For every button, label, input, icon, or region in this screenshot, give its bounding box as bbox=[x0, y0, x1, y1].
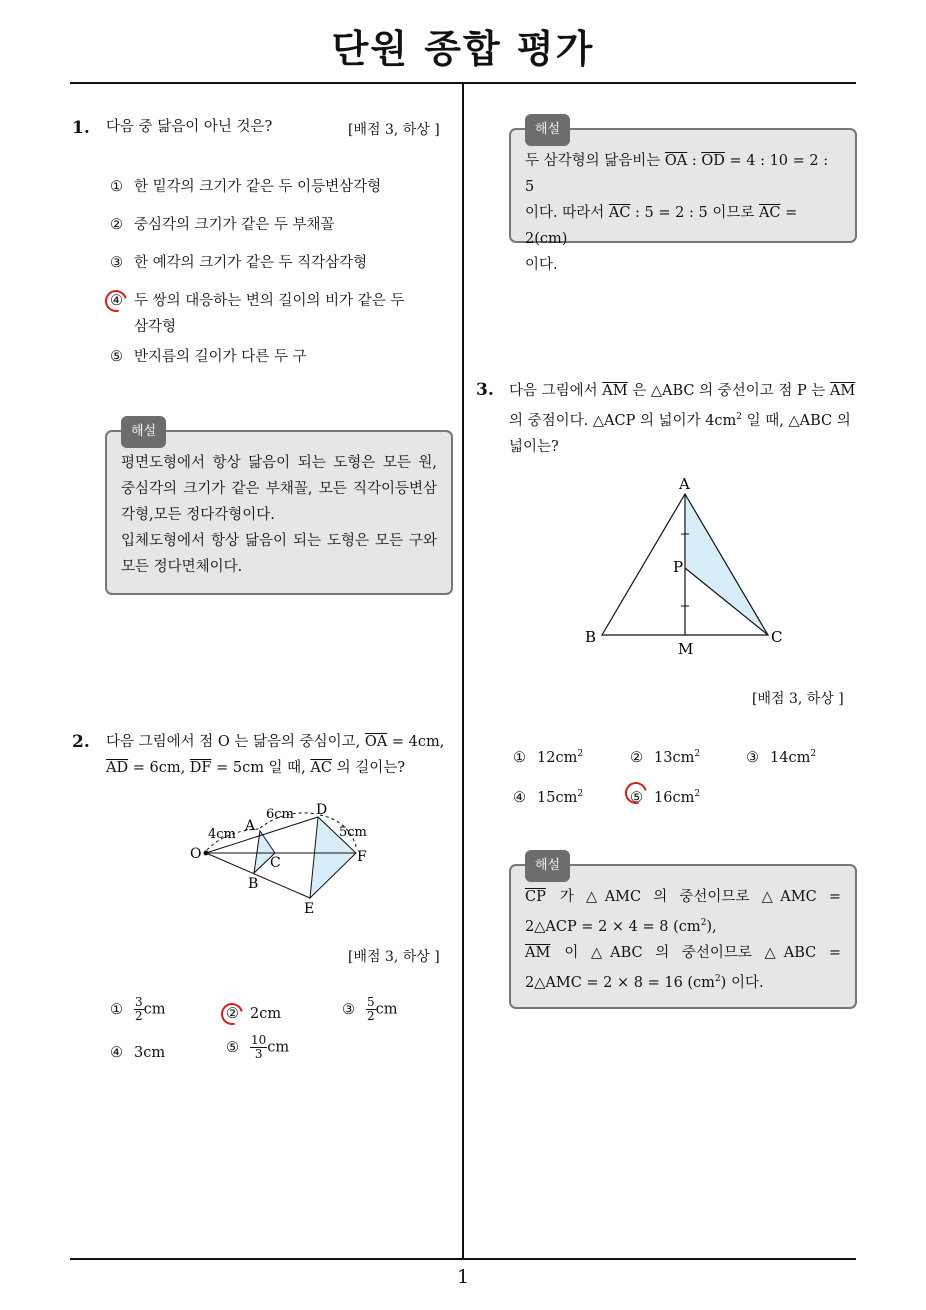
choice-text: 3cm bbox=[134, 1045, 166, 1061]
choice-mark: ① bbox=[513, 749, 526, 766]
length-df: 5cm bbox=[339, 825, 367, 840]
q1-choice-3[interactable] bbox=[110, 250, 367, 276]
fraction: $\frac{3}{2}$ bbox=[135, 995, 143, 1023]
choice-text: 13cm bbox=[654, 749, 695, 766]
solution-line: $\overline{AM}$ 이 △ABC 의 중선이므로 △ABC = bbox=[525, 944, 841, 961]
choice-text: 한 예각의 크기가 같은 두 직각삼각형 bbox=[134, 255, 368, 271]
question-2-number: 2. bbox=[72, 732, 90, 752]
question-3-score: [배점 3, 하상 ] bbox=[752, 691, 844, 707]
solution-tag: 해설 bbox=[121, 416, 166, 448]
question-3-text: 다음 그림에서 $\overline{AM}$ 은 △ABC 의 중선이고 점 P 는 $\overline{AM}$ 의 중점이다. △ACP 의 넓이가 $4cm^2$ 일 때, △ABC 의 넓이는? bbox=[509, 383, 856, 455]
choice-mark: ① bbox=[110, 1001, 123, 1018]
choice-text: 16cm bbox=[654, 789, 695, 806]
choice-unit: cm bbox=[375, 1001, 398, 1018]
question-1-number: 1. bbox=[72, 118, 90, 138]
label-c: C bbox=[771, 628, 783, 646]
choice-mark: ⑤ bbox=[226, 1039, 239, 1056]
q3-solution-box bbox=[509, 858, 857, 1009]
length-ad: 6cm bbox=[266, 807, 294, 822]
choice-text: 반지름의 길이가 다른 두 구 bbox=[134, 349, 307, 365]
choice-text: 12cm bbox=[537, 749, 578, 766]
question-1-text: 다음 중 닮음이 아닌 것은? bbox=[106, 119, 273, 135]
solution-line: 평면도형에서 항상 닮음이 되는 도형은 모든 원, bbox=[121, 455, 437, 471]
q3-choice-5[interactable]: ⑤ $16cm^2$ bbox=[630, 781, 700, 811]
q2-choice-4[interactable] bbox=[110, 1040, 165, 1066]
choice-unit: cm bbox=[143, 1001, 166, 1018]
q2-choice-1[interactable] bbox=[110, 996, 166, 1023]
solution-line: 중심각의 크기가 같은 부채꼴, 모든 직각이등변삼 bbox=[121, 481, 437, 497]
point-o bbox=[204, 851, 209, 856]
q1-choice-2[interactable] bbox=[110, 212, 335, 238]
label-f: F bbox=[357, 849, 367, 865]
choice-text: 중심각의 크기가 같은 두 부채꼴 bbox=[134, 217, 335, 233]
q2-solution-box bbox=[509, 122, 857, 273]
solution-line: 모든 정다면체이다. bbox=[121, 559, 243, 575]
choice-mark: ③ bbox=[110, 255, 123, 271]
choice-mark: ③ bbox=[746, 749, 759, 766]
choice-mark: ⑤ bbox=[630, 789, 643, 806]
length-oa: 4cm bbox=[208, 827, 236, 842]
solution-line: 이다. bbox=[525, 257, 558, 273]
page-number: 1 bbox=[456, 1266, 470, 1288]
question-3-number: 3. bbox=[476, 380, 494, 400]
choice-text: 두 쌍의 대응하는 변의 길이의 비가 같은 두 bbox=[134, 293, 405, 309]
choice-unit: cm bbox=[267, 1039, 290, 1056]
label-c: C bbox=[270, 855, 281, 871]
q1-choice-1[interactable] bbox=[110, 174, 381, 200]
solution-line: 2△AMC = 2 × 8 = 16 $(cm^2)$ 이다. bbox=[525, 973, 764, 991]
q3-choice-3[interactable]: ③ $14cm^2$ bbox=[746, 741, 816, 771]
choice-mark: ② bbox=[226, 1006, 239, 1022]
solution-line: 각형,모든 정다각형이다. bbox=[121, 507, 275, 523]
choice-text-line2: 삼각형 bbox=[134, 319, 177, 335]
question-2-text: 다음 그림에서 점 O 는 닮음의 중심이고, $\overline{OA} = 4cm$, $\overline{AD} = 6cm$, $\overline{DF} = 5cm$ 일 때, $\overline{AC}$ 의 길이는? bbox=[106, 734, 445, 776]
solution-tag: 해설 bbox=[525, 850, 570, 882]
q3-choice-2[interactable]: ② $13cm^2$ bbox=[630, 741, 700, 771]
choice-text: 15cm bbox=[537, 789, 578, 806]
q1-choice-4[interactable] bbox=[110, 288, 404, 340]
choice-text: 한 밑각의 크기가 같은 두 이등변삼각형 bbox=[134, 179, 382, 195]
label-e: E bbox=[304, 901, 315, 917]
q2-choice-5[interactable] bbox=[226, 1034, 289, 1061]
q1-choice-5[interactable] bbox=[110, 344, 307, 370]
choice-text: 14cm bbox=[770, 749, 811, 766]
choice-mark: ⑤ bbox=[110, 349, 123, 365]
q3-figure bbox=[580, 472, 790, 662]
choice-mark: ③ bbox=[342, 1001, 355, 1018]
q2-choice-3[interactable] bbox=[342, 996, 398, 1023]
choice-mark: ④ bbox=[513, 789, 526, 806]
choice-text: 2cm bbox=[250, 1006, 282, 1022]
page-title: 단원 종합 평가 bbox=[331, 27, 595, 71]
label-p: P bbox=[673, 558, 684, 576]
q2-figure bbox=[180, 795, 380, 925]
label-b: B bbox=[248, 876, 259, 892]
label-m: M bbox=[678, 640, 694, 658]
choice-mark: ④ bbox=[110, 293, 123, 309]
choice-mark: ④ bbox=[110, 1045, 123, 1061]
column-divider bbox=[462, 82, 464, 1258]
question-2-score: [배점 3, 하상 ] bbox=[348, 949, 440, 965]
label-d: D bbox=[316, 802, 328, 818]
label-b: B bbox=[585, 628, 597, 646]
solution-line: $\overline{CP}$ 가 △AMC 의 중선이므로 △AMC = bbox=[525, 889, 841, 905]
label-a: A bbox=[245, 818, 256, 834]
solution-line: 2△ACP = 2 × 4 = 8 $(cm^2)$, bbox=[525, 918, 717, 935]
choice-mark: ① bbox=[110, 179, 123, 195]
solution-line: 두 삼각형의 닮음비는 $\overline{OA}$ : $\overline{OD} = 4$ : 10 = 2 : 5 bbox=[525, 153, 829, 195]
fraction: $\frac{5}{2}$ bbox=[367, 995, 375, 1023]
question-1-score: [배점 3, 하상 ] bbox=[348, 122, 440, 138]
choice-mark: ② bbox=[110, 217, 123, 233]
q1-solution-box bbox=[105, 424, 453, 595]
solution-tag: 해설 bbox=[525, 114, 570, 146]
solution-line: 이다. 따라서 $\overline{AC}$ : 5 = 2 : 5 이므로 $\overline{AC} = 2(cm)$ bbox=[525, 205, 798, 247]
solution-line: 입체도형에서 항상 닮음이 되는 도형은 모든 구와 bbox=[121, 533, 437, 549]
label-a: A bbox=[679, 475, 690, 493]
q3-choice-4[interactable]: ④ $15cm^2$ bbox=[513, 781, 583, 811]
label-o: O bbox=[190, 846, 202, 862]
bottom-rule bbox=[70, 1258, 856, 1260]
q3-choice-1[interactable]: ① $12cm^2$ bbox=[513, 741, 583, 771]
choice-mark: ② bbox=[630, 749, 643, 766]
fraction: $\frac{10}{3}$ bbox=[251, 1033, 267, 1061]
